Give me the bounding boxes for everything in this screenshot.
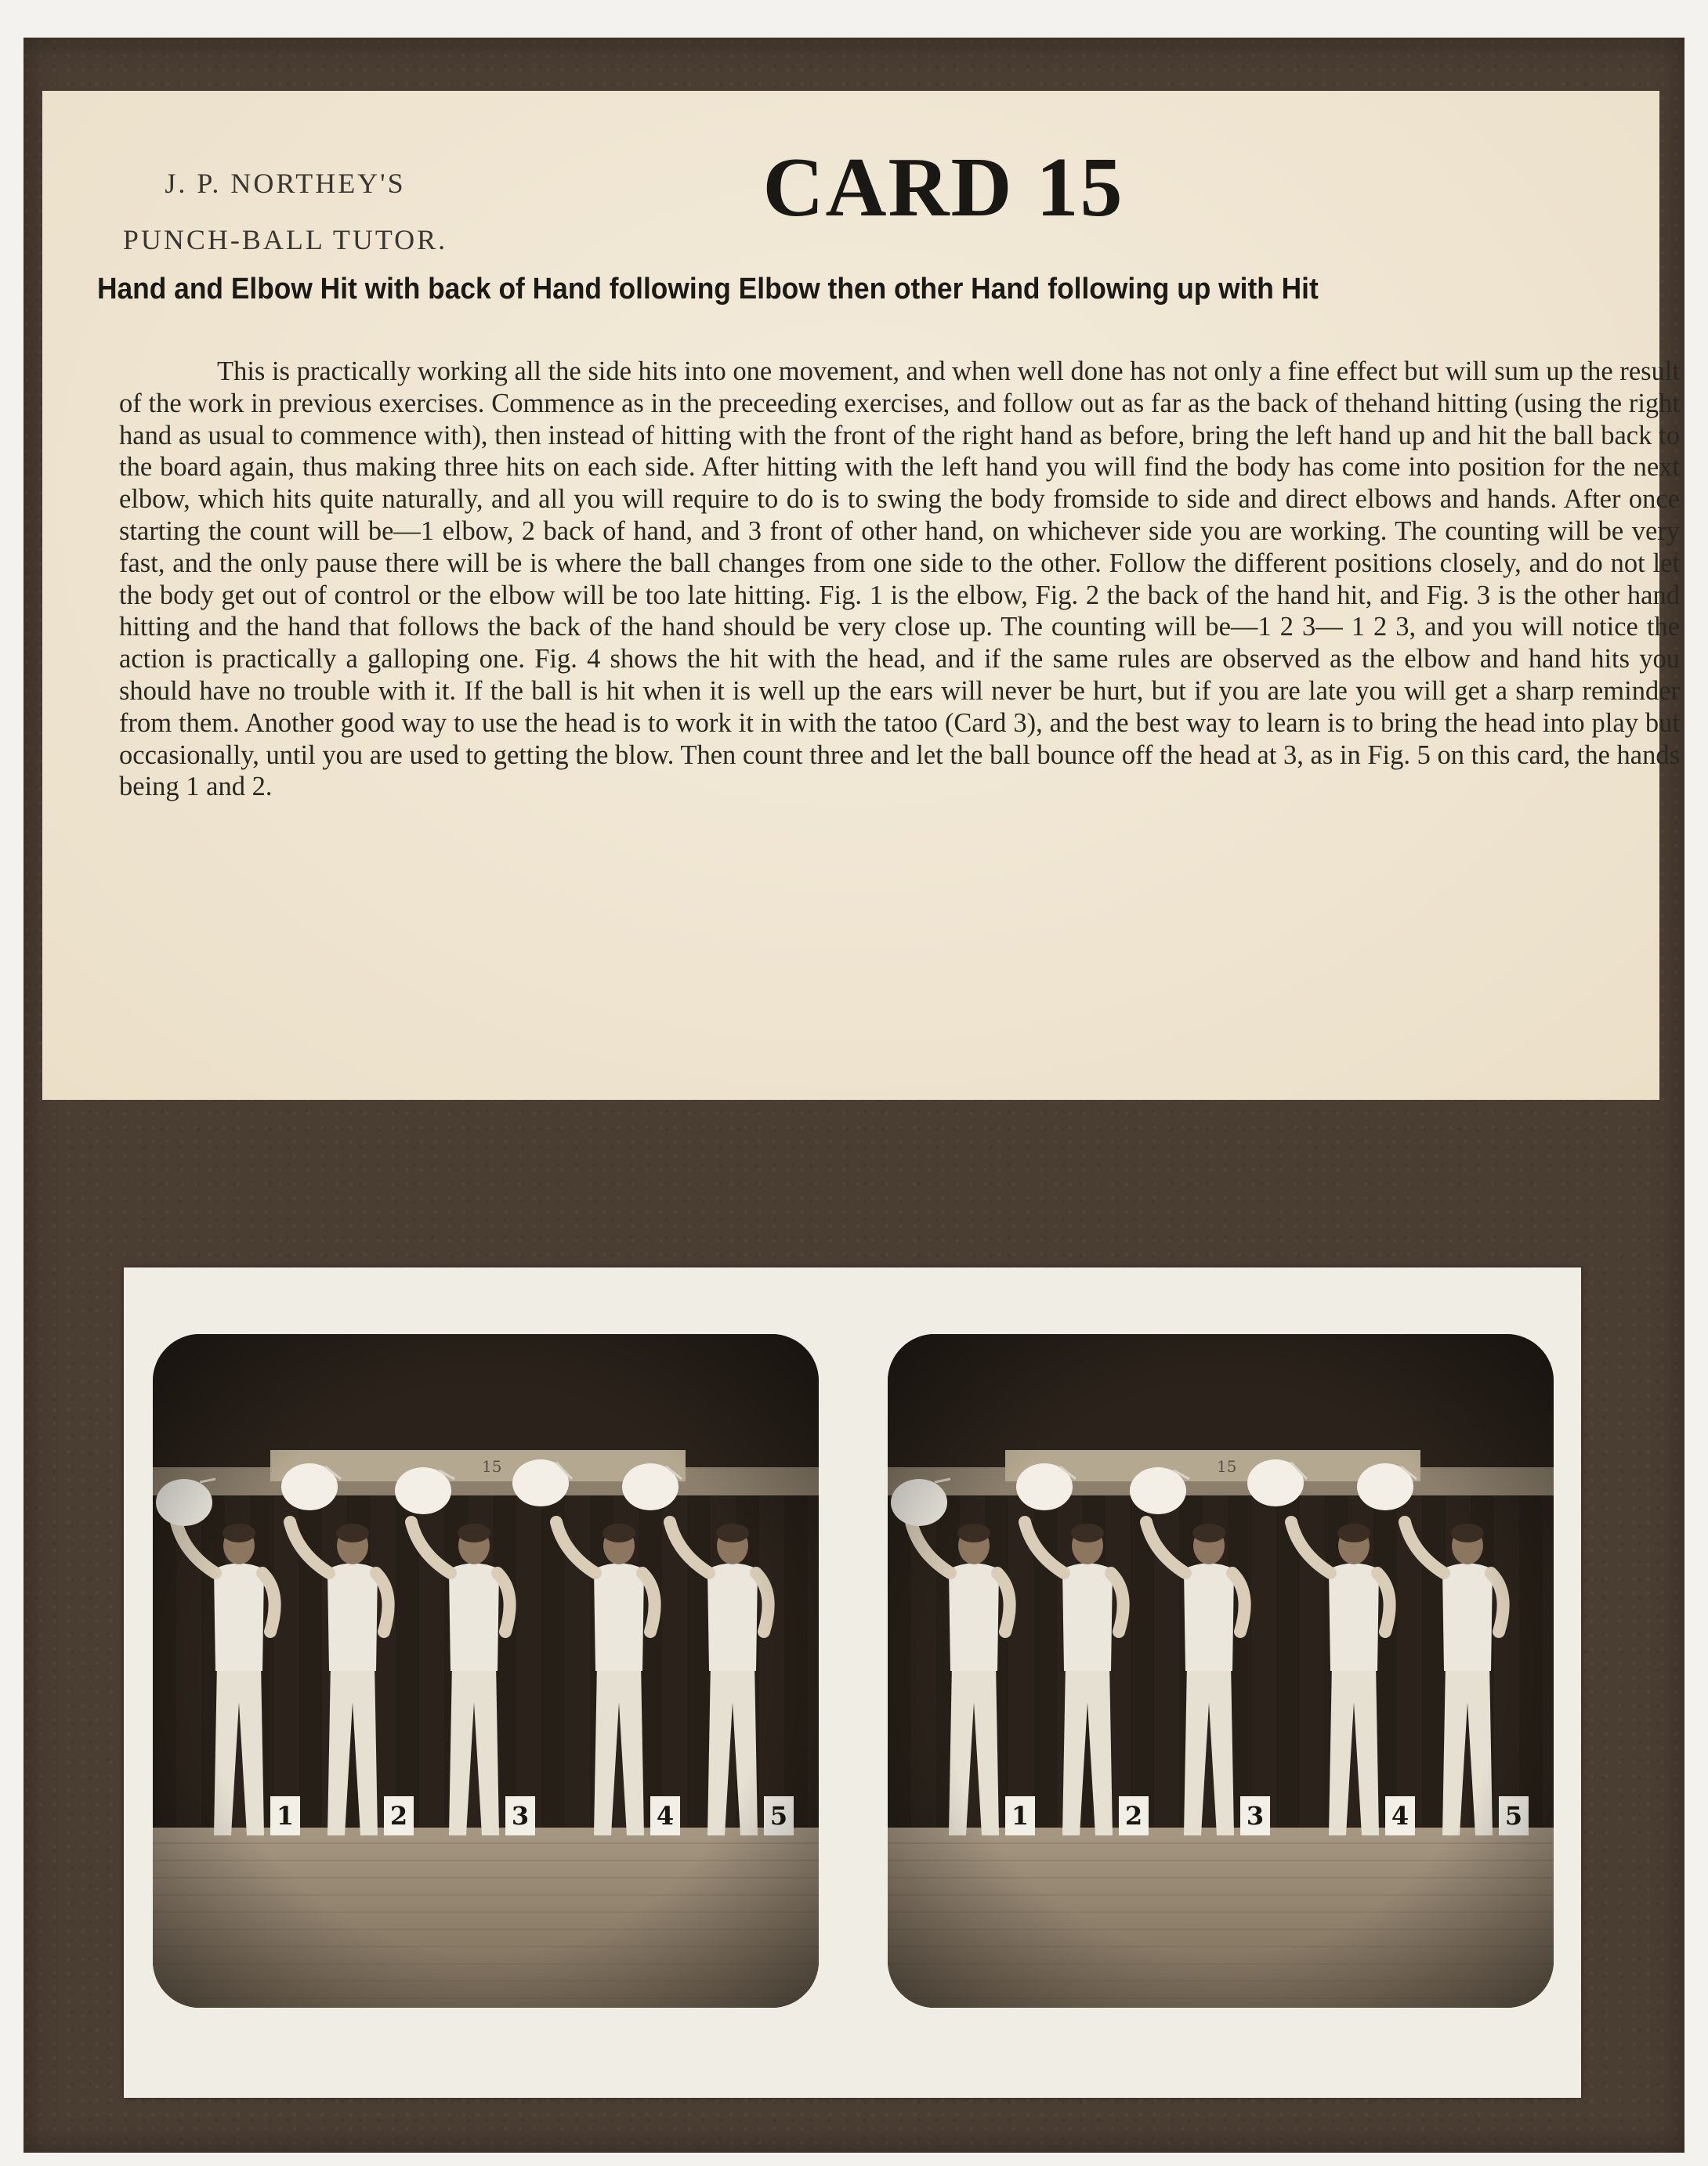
- exercise-subtitle: Hand and Elbow Hit with back of Hand following Elbow then other Hand following up with Hit: [97, 273, 1319, 306]
- card-mount: [24, 38, 1684, 2153]
- publisher-block: [97, 155, 473, 268]
- card-title: CARD 15: [762, 141, 1124, 234]
- stereo-photo-right: [888, 1334, 1554, 2008]
- instruction-text: This is practically working all the side hits into one movement, and when well done has not only a fine effect but will sum up the result of the work in previous exercises. Commence as in the preceeding exercises, and follow out as far as the back of thehand hitting (using the right hand as usual to commence with), then instead of hitting with the front of the right hand as before, bring the left hand up and hit the ball back to the board again, thus making three hits on each side. After hitting with the left hand you will find the body has come into position for the next elbow, which hits quite naturally, and all you will require to do is to swing the body fromside to side and direct elbows and hands. After once starting the count will be—1 elbow, 2 back of hand, and 3 front of other hand, on whichever side you are working. The counting will be very fast, and the only pause there will be is where the ball changes from one side to the other. Follow the different positions closely, and do not let the body get out of control or the elbow will be too late hitting. Fig. 1 is the elbow, Fig. 2 the back of the hand hit, and Fig. 3 is the other hand hitting and the hand that follows the back of the hand should be very close up. The counting will be—1 2 3— 1 2 3, and you will notice the action is practically a galloping one. Fig. 4 shows the hit with the head, and if the same rules are observed as the elbow and hand hits you should have no trouble with it. If the ball is hit when it is well up the ears will never be hurt, but if you are late you will get a sharp reminder from them. Another good way to use the head is to work it in with the tatoo (Card 3), and the best way to learn is to bring the head into play but occasionally, until you are used to getting the blow. Then count three and let the ball bounce off the head at 3, as in Fig. 5 on this card, the hands being 1 and 2.: [119, 356, 1680, 802]
- publisher-name: J. P. NORTHEY'S: [165, 168, 406, 199]
- stereo-photo-mount: [124, 1267, 1581, 2098]
- text-card: [42, 91, 1680, 1100]
- photo-scene: [153, 1334, 819, 2008]
- photo-scene: [888, 1334, 1554, 2008]
- publication-title: PUNCH-BALL TUTOR.: [122, 224, 448, 255]
- stereo-photo-left: [153, 1334, 819, 2008]
